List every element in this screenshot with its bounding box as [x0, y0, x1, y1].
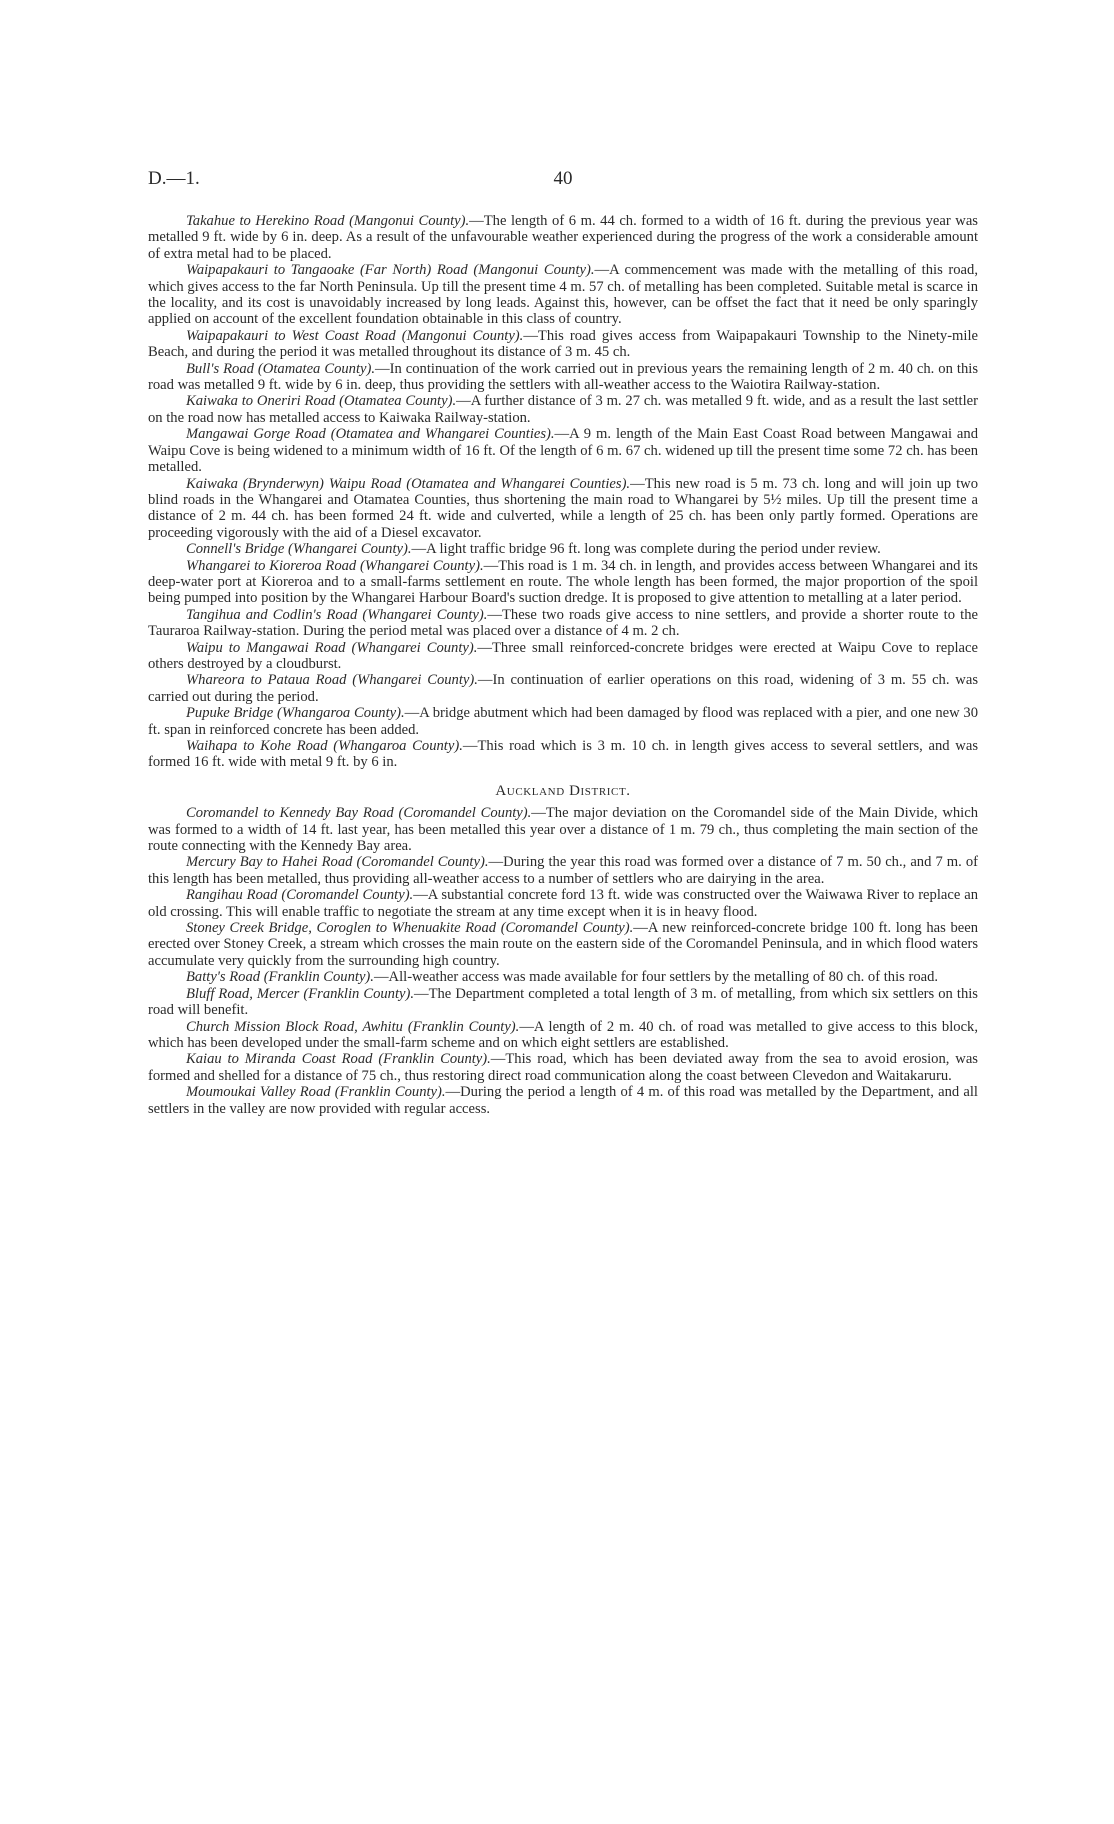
paragraph-text: —This road gives access from Waipapakauri Township to the Ninety-mile Beach, and during the period it was metalled throughout its distance of 3 m. 45 ch.	[148, 327, 978, 361]
page-number: 40	[553, 168, 573, 189]
paragraph	[148, 541, 978, 557]
paragraph	[148, 640, 978, 673]
paragraph-heading: Whangarei to Kioreroa Road (Whangarei County).	[186, 557, 484, 574]
paragraph-text: —Three small reinforced-concrete bridges were erected at Waipu Cove to replace others destroyed by a cloudburst.	[148, 639, 978, 672]
paragraph-heading: Rangihau Road (Coromandel County).	[186, 887, 414, 904]
paragraph-text: —In continuation of earlier operations on this road, widening of 3 m. 55 ch. was carried out during the period.	[148, 672, 979, 705]
paragraph	[148, 1084, 978, 1117]
paragraph-text: —A new reinforced-concrete bridge 100 ft. long has been erected over Stoney Creek, a stream which crosses the main route on the eastern side of the Coromandel Peninsula, and in which flood waters accumulate very quickly from the surrounding high country.	[148, 920, 978, 969]
paragraph-text: —All-weather access was made available for four settlers by the metalling of 80 ch. of this road.	[373, 969, 939, 986]
paragraph-heading: Waipu to Mangawai Road (Whangarei County).	[186, 639, 478, 656]
paragraph	[148, 805, 978, 854]
paragraph-heading: Waipapakauri to Tangaoake (Far North) Road (Mangonui County).	[186, 262, 595, 279]
paragraph-heading: Bull's Road (Otamatea County).	[186, 360, 376, 377]
paragraph	[148, 705, 978, 738]
paragraph-text: —During the period a length of 4 m. of this road was metalled by the Department, and all settlers in the valley are now provided with regular access.	[148, 1084, 978, 1117]
paragraph-heading: Kaiau to Miranda Coast Road (Franklin County).	[186, 1051, 491, 1068]
paragraph	[148, 738, 978, 771]
paragraph	[148, 986, 978, 1019]
body-text	[148, 213, 978, 1117]
paragraph-text: —The length of 6 m. 44 ch. formed to a width of 16 ft. during the previous year was metalled 9 ft. wide by 6 in. deep. As a result of the unfavourable weather experienced during the progress of the work a considerable amount of extra metal had to be placed.	[148, 213, 978, 262]
paragraph-heading: Church Mission Block Road, Awhitu (Franklin County).	[186, 1018, 520, 1035]
page-header	[148, 168, 978, 194]
paragraph-text: —A bridge abutment which had been damaged by flood was replaced with a pier, and one new 30 ft. span in reinforced concrete has been added.	[148, 705, 979, 738]
paragraph	[148, 920, 978, 969]
paragraph-heading: Tangihua and Codlin's Road (Whangarei County).	[186, 606, 488, 623]
paragraph	[148, 672, 978, 705]
paragraph	[148, 607, 978, 640]
paragraph-heading: Kaiwaka to Oneriri Road (Otamatea County).	[186, 393, 457, 410]
paragraph-heading: Coromandel to Kennedy Bay Road (Coromandel County).	[186, 805, 532, 822]
paragraph-heading: Pupuke Bridge (Whangaroa County).	[186, 705, 405, 722]
paragraph-heading: Moumoukai Valley Road (Franklin County).	[186, 1084, 446, 1101]
paragraph	[148, 854, 978, 887]
paragraph-text: —A 9 m. length of the Main East Coast Road between Mangawai and Waipu Cove is being widened to a minimum width of 16 ft. Of the length of 6 m. 67 ch. widened up till the present time some 72 ch. has been metalled.	[148, 426, 978, 476]
paragraph	[148, 1019, 978, 1052]
paragraph-heading: Batty's Road (Franklin County).	[186, 969, 374, 986]
paragraph-heading: Whareora to Pataua Road (Whangarei County).	[186, 672, 478, 689]
district-heading: Auckland District.	[495, 782, 631, 799]
paragraph-text: —This road which is 3 m. 10 ch. in length gives access to several settlers, and was formed 16 ft. wide with metal 9 ft. by 6 in.	[148, 738, 978, 771]
paragraph	[148, 1051, 978, 1084]
paragraph-text: —A substantial concrete ford 13 ft. wide was constructed over the Waiwawa River to replace an old crossing. This will enable traffic to negotiate the stream at any time except when it is in heavy flood.	[148, 887, 978, 920]
paragraph-heading: Waihapa to Kohe Road (Whangaroa County).	[186, 738, 463, 754]
paragraph	[148, 558, 978, 607]
paragraph-text: —In continuation of the work carried out in previous years the remaining length of 2 m. 40 ch. on this road was metalled 9 ft. wide by 6 in. deep, thus providing the settlers with all-weather access to the Waiotira Railway-station.	[148, 360, 978, 394]
paragraph	[148, 328, 978, 361]
paragraph	[148, 969, 978, 985]
paragraph-text: —The major deviation on the Coromandel side of the Main Divide, which was formed to a width of 14 ft. last year, has been metalled this year over a distance of 1 m. 79 ch., thus completing the main section of the route connecting with the Kennedy Bay area.	[148, 805, 978, 855]
paragraph	[148, 887, 978, 920]
paragraph-text: —This new road is 5 m. 73 ch. long and will join up two blind roads in the Whangarei and Otamatea Counties, thus shortening the main road to Whangarei by 5½ miles. Up till the present time a distance of 2 m. 44 ch. has been formed 24 ft. wide and culverted, while a length of 25 ch. has been only partly formed. Operations are proceeding vigorously with the aid of a Diesel excavator.	[148, 475, 979, 541]
paragraph	[148, 213, 978, 262]
paragraph-text: —The Department completed a total length of 3 m. of metalling, from which six settlers on this road will benefit.	[148, 985, 978, 1019]
paragraph-heading: Kaiwaka (Brynderwyn) Waipu Road (Otamatea and Whangarei Counties).	[186, 475, 631, 492]
paragraph-text: —These two roads give access to nine settlers, and provide a shorter route to the Tauraroa Railway-station. During the period metal was placed over a distance of 4 m. 2 ch.	[148, 606, 978, 640]
paragraph-heading: Bluff Road, Mercer (Franklin County).	[186, 985, 414, 1002]
paragraph-heading: Connell's Bridge (Whangarei County).	[186, 541, 412, 558]
paragraph-heading: Mercury Bay to Hahei Road (Coromandel County).	[186, 854, 489, 871]
document-reference: D.—1.	[148, 168, 200, 189]
paragraph	[148, 262, 978, 328]
paragraph	[148, 426, 978, 475]
paragraph-text: —This road, which has been deviated away from the sea to avoid erosion, was formed and shelled for a distance of 75 ch., thus restoring direct road communication along the coast between Clevedon and Waitakaruru.	[148, 1051, 978, 1084]
paragraph-text: —A further distance of 3 m. 27 ch. was metalled 9 ft. wide, and as a result the last settler on the road now has metalled access to Kaiwaka Railway-station.	[148, 393, 978, 426]
paragraph-heading: Waipapakauri to West Coast Road (Mangonui County).	[186, 327, 524, 344]
paragraph	[148, 393, 978, 426]
paragraph	[148, 476, 978, 542]
paragraph-heading: Takahue to Herekino Road (Mangonui County).	[186, 213, 470, 229]
paragraph-heading: Mangawai Gorge Road (Otamatea and Whangarei Counties).	[186, 426, 555, 443]
paragraph-text: —A light traffic bridge 96 ft. long was complete during the period under review.	[411, 541, 881, 558]
paragraph-text: —During the year this road was formed over a distance of 7 m. 50 ch., and 7 m. of this length has been metalled, thus providing all-weather access to a number of settlers who are dairying in the area.	[148, 854, 978, 887]
paragraph-heading: Stoney Creek Bridge, Coroglen to Whenuakite Road (Coromandel County).	[186, 920, 634, 937]
paragraph-text: —A length of 2 m. 40 ch. of road was metalled to give access to this block, which has been developed under the small-farm scheme and on which eight settlers are established.	[148, 1018, 978, 1051]
paragraph-text: —A commencement was made with the metalling of this road, which gives access to the far North Peninsula. Up till the present time 4 m. 57 ch. of metalling has been completed. Suitable metal is scarce in the locality, and its cost is unavoidably increased by long leads. Against this, however, can be offset the fact that it need be only sparingly applied on account of the excellent foundation obtainable in this class of country.	[148, 262, 978, 328]
paragraph	[148, 361, 978, 394]
paragraph-text: —This road is 1 m. 34 ch. in length, and provides access between Whangarei and its deep-water port at Kioreroa and to a small-farms settlement en route. The whole length has been formed, the major proportion of the spoil being pumped into position by the Whangarei Harbour Board's suction dredge. It is proposed to give attention to metalling at a later period.	[148, 557, 978, 607]
